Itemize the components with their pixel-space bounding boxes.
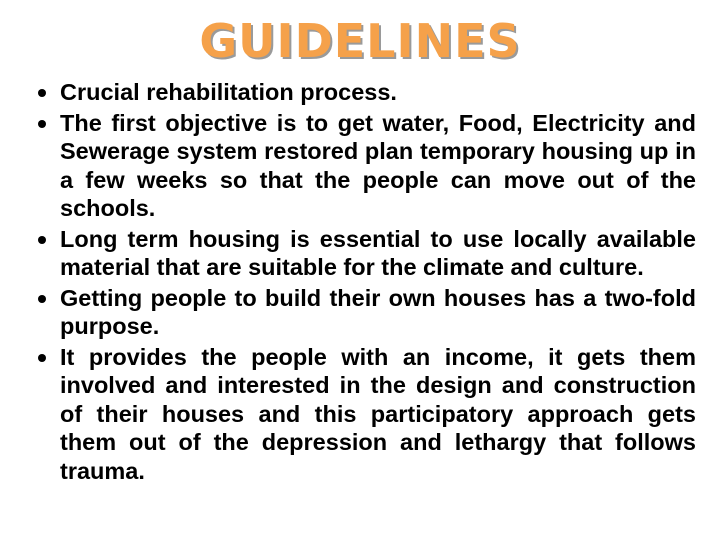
bullet-item: [36, 109, 696, 223]
bullet-text: Getting people to build their own houses has a two-fold purpose.: [60, 284, 696, 339]
slide-title: GUIDELINES: [199, 14, 521, 68]
bullet-dot-icon: [38, 120, 46, 128]
bullet-dot-icon: [38, 236, 46, 244]
bullet-text: The first objective is to get water, Food, Electricity and Sewerage system restored plan temporary housing up in a few weeks so that the people can move out of the schools.: [60, 109, 696, 221]
bullet-list: [36, 78, 696, 487]
bullet-dot-icon: [38, 354, 46, 362]
bullet-text: Long term housing is essential to use locally available material that are suitable for the climate and culture.: [60, 225, 696, 280]
bullet-text: It provides the people with an income, it gets them involved and interested in the design and construction of their houses and this participatory approach gets them out of the depression and lethargy that follows trauma.: [60, 343, 696, 484]
bullet-dot-icon: [38, 89, 46, 97]
bullet-item: [36, 284, 696, 341]
bullet-text: Crucial rehabilitation process.: [60, 79, 397, 105]
bullet-item: [36, 78, 696, 107]
bullet-item: [36, 225, 696, 282]
bullet-dot-icon: [38, 295, 46, 303]
bullet-item: [36, 343, 696, 486]
